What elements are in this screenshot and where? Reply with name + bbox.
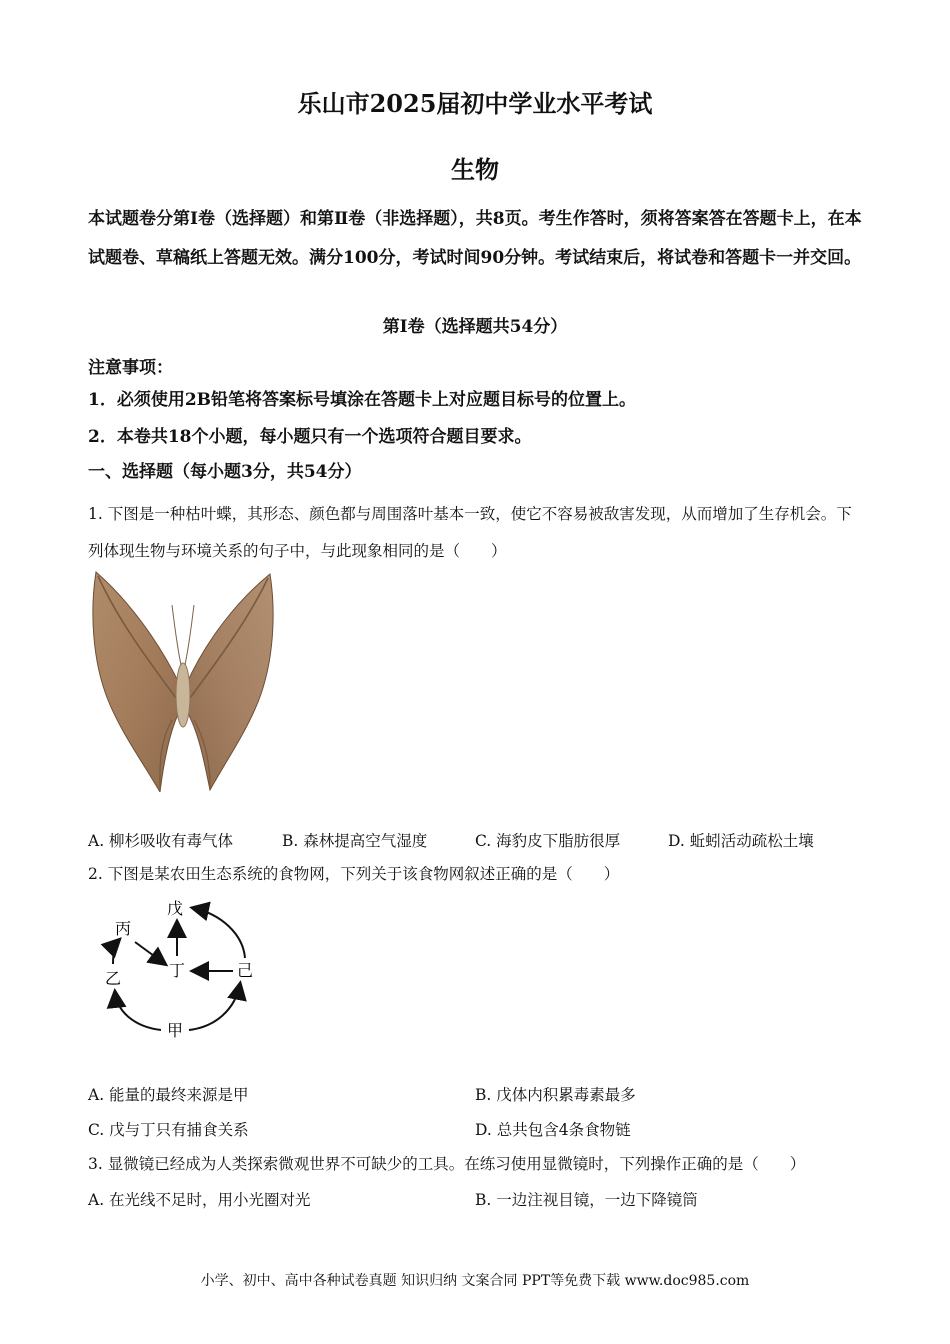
notes-title: 注意事项：	[88, 358, 173, 378]
exam-instructions: 本试题卷分第I卷（选择题）和第Ⅱ卷（非选择题），共8页。考生作答时，须将答案答在答题卡上，在本试题卷、草稿纸上答题无效。满分100分，考试时间90分钟。考试结束后，将试卷和答题卡一并交回。	[88, 209, 862, 268]
question-3-option-b: B. 一边注视目镜，一边下降镜筒	[475, 1191, 698, 1209]
part-title: 一、选择题（每小题3分，共54分）	[88, 462, 362, 482]
question-3-option-a: A. 在光线不足时，用小光圈对光	[88, 1191, 311, 1209]
food-web-node: 戊	[166, 899, 184, 918]
question-1-option-c: C. 海豹皮下脂肪很厚	[475, 832, 621, 850]
food-web-node: 己	[236, 961, 254, 980]
question-2-option-d: D. 总共包含4条食物链	[475, 1121, 631, 1139]
food-web-node: 乙	[104, 969, 122, 988]
note-item: 2．本卷共18个小题，每小题只有一个选项符合题目要求。	[88, 427, 532, 447]
question-2-option-a: A. 能量的最终来源是甲	[88, 1086, 249, 1104]
exam-subject: 生物	[451, 155, 499, 184]
food-web-diagram	[95, 892, 265, 1042]
question-2-stem: 2. 下图是某农田生态系统的食物网，下列关于该食物网叙述正确的是（ ）	[88, 865, 620, 883]
question-1-option-d: D. 蚯蚓活动疏松土壤	[668, 832, 814, 850]
question-1-option-a: A. 柳杉吸收有毒气体	[88, 832, 234, 850]
leaf-butterfly-image	[88, 570, 278, 792]
food-web-node: 丙	[114, 919, 132, 938]
question-3-stem: 3. 显微镜已经成为人类探索微观世界不可缺少的工具。在练习使用显微镜时，下列操作正确的是（ ）	[88, 1155, 806, 1173]
question-2-option-b: B. 戊体内积累毒素最多	[475, 1086, 636, 1104]
page-footer: 小学、初中、高中各种试卷真题 知识归纳 文案合同 PPT等免费下载 www.doc985.com	[200, 1273, 750, 1289]
question-1-option-b: B. 森林提高空气湿度	[282, 832, 428, 850]
note-item: 1．必须使用2B铅笔将答案标号填涂在答题卡上对应题目标号的位置上。	[88, 390, 637, 410]
question-2-option-c: C. 戊与丁只有捕食关系	[88, 1121, 249, 1139]
food-web-node: 甲	[166, 1021, 184, 1040]
exam-title: 乐山市2025届初中学业水平考试	[297, 89, 653, 118]
section-title: 第I卷（选择题共54分）	[382, 317, 568, 337]
question-1-stem: 1. 下图是一种枯叶蝶，其形态、颜色都与周围落叶基本一致，使它不容易被敌害发现，从而增加了生存机会。下列体现生物与环境关系的句子中，与此现象相同的是（ ）	[88, 505, 852, 560]
food-web-node: 丁	[168, 961, 186, 980]
